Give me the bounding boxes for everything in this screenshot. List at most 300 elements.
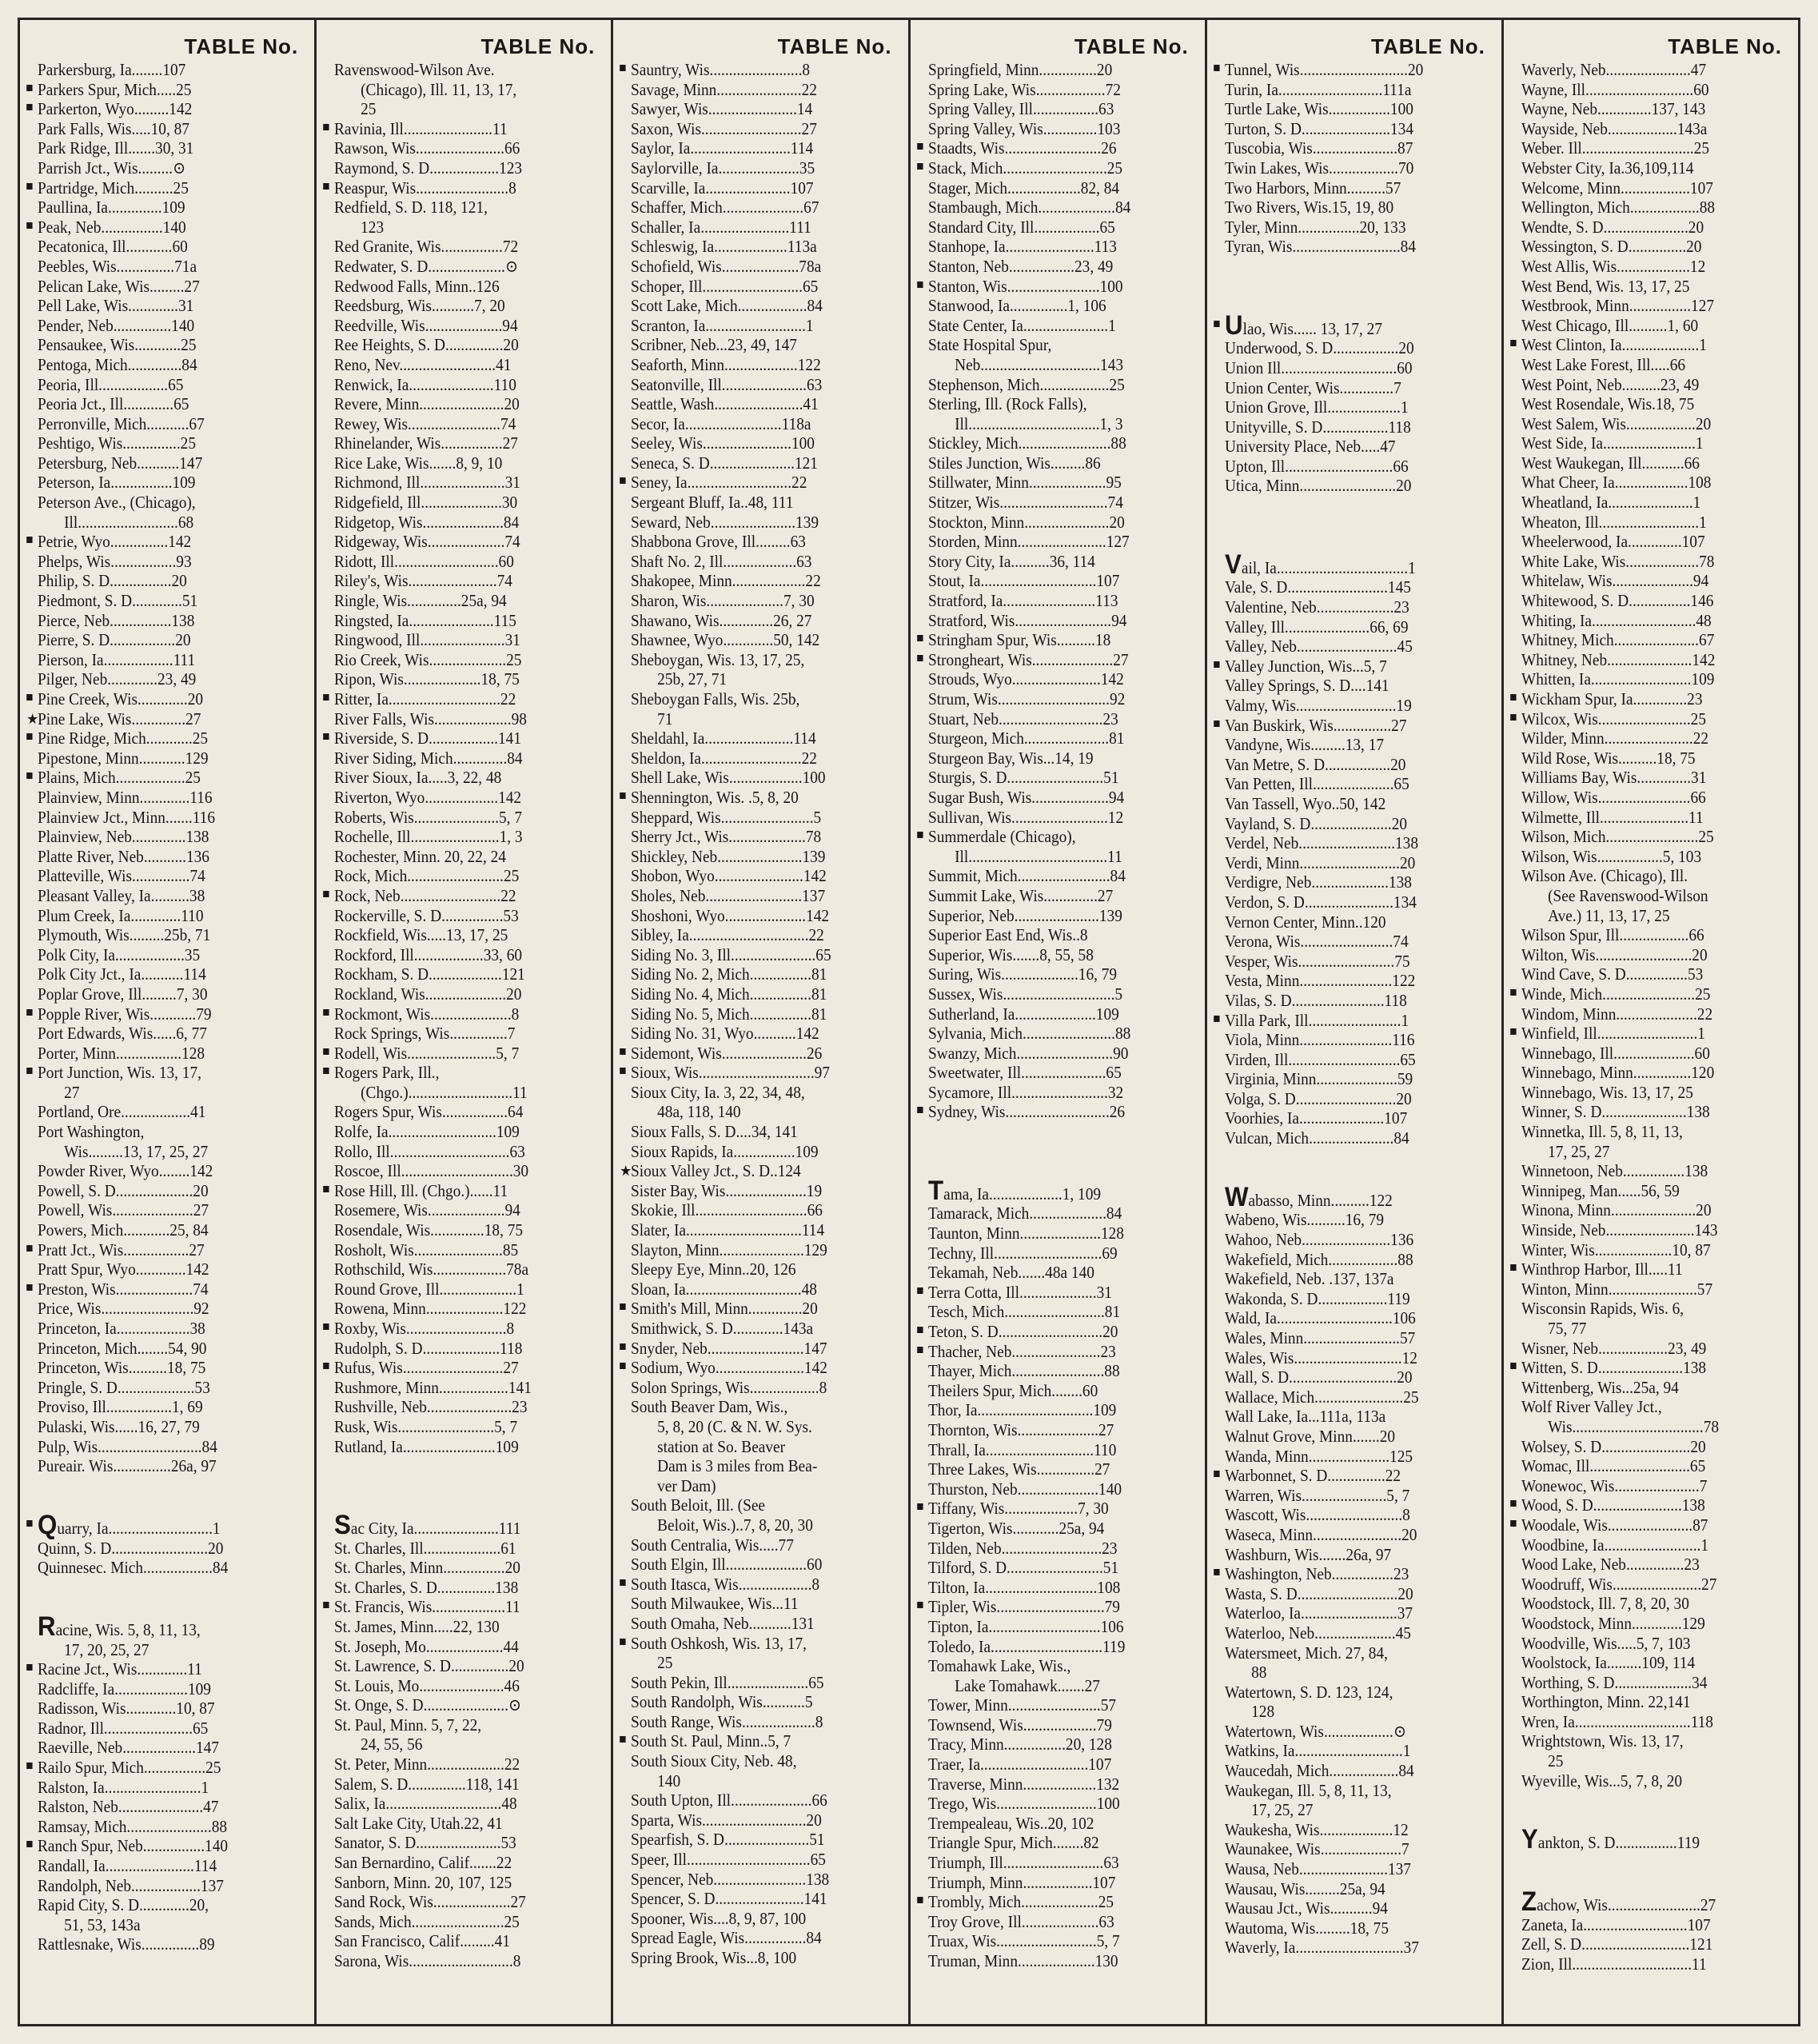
station-text: Stanton, Neb.................23, 49 [927,256,1113,276]
station-text: South Beaver Dam, Wis., [631,1397,788,1417]
station-text: St. Paul, Minn. 5, 7, 22, [334,1715,482,1735]
station-entry [38,964,301,984]
station-entry [928,1775,1192,1794]
station-text: Scott Lake, Mich..................84 [631,296,823,316]
station-entry [1521,198,1785,218]
station-entry [334,119,598,139]
station-text: Vandyne, Wis.........13, 17 [1224,735,1384,755]
square-marker-icon [917,143,923,150]
station-entry [631,1673,895,1693]
station-text: Riverton, Wyo...................142 [334,787,522,807]
station-text: Waucedah, Mich..................84 [1224,1761,1414,1781]
station-text: Pierre, S. D.................20 [38,630,191,650]
station-text: Plainview, Minn.............116 [38,787,213,807]
station-text: (See Ravenswood-Wilson [1547,885,1708,905]
station-text: Zaneta, Ia...........................107 [1521,1914,1711,1934]
station-entry [1225,1289,1489,1309]
station-entry [1225,1525,1489,1545]
station-entry [1521,513,1785,533]
station-entry [1521,1024,1785,1044]
station-entry [334,808,598,828]
section-gap [1521,1810,1785,1830]
station-text: Union Center, Wis..............7 [1224,377,1401,397]
station-text: Winner, S. D......................138 [1521,1102,1710,1122]
station-text: Tunnel, Wis............................20 [1224,60,1423,79]
station-text: Raymond, S. D..................123 [334,158,523,178]
station-entry [1225,1879,1489,1899]
station-text: Wabeno, Wis..........16, 79 [1224,1210,1384,1230]
station-entry [334,296,598,316]
station-entry [631,591,895,611]
station-text: Wausau Jct., Wis...........94 [1224,1898,1388,1918]
station-text: Union Grove, Ill...................1 [1224,397,1409,417]
station-entry [38,1738,301,1758]
station-text: Wilson, Wis.................5, 103 [1521,846,1701,866]
station-entry-continuation [631,1102,921,1122]
station-entry [1521,591,1785,611]
station-entry [334,1539,598,1559]
station-entry [928,1558,1192,1578]
station-entry [1521,650,1785,670]
station-text: Rockfield, Wis.....13, 17, 25 [334,925,508,945]
station-entry [631,414,895,434]
station-text: Pureair. Wis...............26a, 97 [38,1456,217,1476]
station-entry [38,945,301,965]
station-entry [334,1339,598,1359]
square-marker-icon [323,183,329,190]
station-entry [1224,309,1489,341]
station-text: Strum, Wis.............................92 [927,689,1125,709]
station-entry [631,1731,895,1751]
station-entry [334,257,598,277]
station-entry [1521,99,1785,119]
station-entry [334,277,598,297]
station-entry [1521,1378,1785,1398]
station-text: Watertown, S. D. 123, 124, [1224,1682,1393,1702]
station-entry [334,788,598,808]
station-text: Winter, Wis....................10, 87 [1521,1240,1711,1260]
station-entry-continuation [928,355,1218,375]
station-text: San Francisco, Calif.........41 [334,1931,511,1951]
station-entry [928,1044,1192,1064]
station-text: Pleasant Valley, Ia..........38 [38,885,205,905]
station-text: Trombly, Mich....................25 [927,1892,1114,1912]
station-entry [1521,335,1785,355]
station-text: Powell, Wis.....................27 [38,1200,209,1220]
station-text: Park Falls, Wis.....10, 87 [38,118,189,138]
station-text: Platte River, Neb...........136 [38,846,209,866]
station-entry [928,433,1192,453]
station-entry [1521,1771,1785,1791]
station-entry [334,1931,598,1951]
station-text: Vilas, S. D........................118 [1224,990,1407,1010]
station-entry [631,650,895,670]
station-entry-continuation [928,847,1218,867]
station-entry [334,827,598,847]
station-entry [928,1912,1192,1932]
station-entry [334,1220,598,1240]
station-text: Ringle, Wis..............25a, 94 [334,591,507,611]
station-text: Wales, Minn.........................57 [1224,1328,1416,1347]
station-entry [26,709,301,729]
station-text: Pecatonica, Ill............60 [38,237,188,257]
station-list [334,60,598,1971]
station-entry [631,296,895,316]
station-entry [631,729,895,749]
station-text: Whitelaw, Wis.....................94 [1521,571,1709,591]
station-text: St. Lawrence, S. D...............20 [334,1656,524,1676]
station-text: Spencer, S. D.......................141 [631,1889,827,1909]
station-list [1521,60,1785,1974]
station-entry [1224,549,1489,580]
station-text: Sanborn, Minn. 20, 107, 125 [334,1872,512,1892]
square-marker-icon [917,281,923,288]
station-entry [334,669,598,689]
station-entry [38,158,301,178]
station-text: Vayland, S. D.....................20 [1224,813,1407,833]
station-text: Traverse, Minn...................132 [927,1774,1119,1794]
station-text: Sturgeon, Mich......................81 [927,729,1124,749]
station-text: Sloan, Ia..............................48 [631,1279,818,1299]
square-marker-icon [323,1323,329,1330]
station-entry-continuation [1521,1142,1812,1162]
station-text: South Oshkosh, Wis. 13, 17, [631,1633,807,1653]
station-list [928,60,1192,1971]
station-text: Stringham Spur, Wis..........18 [927,630,1110,650]
station-entry [334,1656,598,1676]
station-entry [1225,218,1489,238]
square-marker-icon [1510,1028,1516,1035]
station-text: 128 [1250,1702,1274,1722]
station-entry [928,1004,1192,1024]
section-initial-letter: V [1224,549,1242,580]
square-marker-icon [26,694,32,701]
station-entry [334,1578,598,1598]
station-text: Truman, Minn....................130 [927,1951,1118,1970]
station-entry [1225,872,1489,892]
station-text: Rochester, Minn. 20, 22, 24 [334,846,507,866]
station-entry [1521,1279,1785,1299]
station-text: uarry, Ia...........................1 [57,1518,221,1538]
station-entry [928,1420,1192,1440]
station-entry [1225,991,1489,1011]
station-text: Pell Lake, Wis.............31 [38,296,194,316]
station-text: Superior East End, Wis..8 [927,925,1088,945]
station-entry [927,1175,1192,1206]
station-text: Peterson, Ia................109 [38,473,196,493]
station-entry [334,984,598,1004]
station-entry [1521,1824,1785,1855]
square-marker-icon [26,1841,32,1847]
station-entry [38,984,301,1004]
station-entry [1521,414,1785,434]
station-text: Woodstock, Ill. 7, 8, 20, 30 [1521,1594,1689,1614]
station-text: Rochelle, Ill.......................1, 3 [334,827,523,847]
table-number-header: TABLE No. [1074,34,1189,58]
station-entry [38,1797,301,1817]
station-text: Union Ill..............................60 [1224,357,1413,377]
station-entry [1225,1859,1489,1879]
station-text: Petersburg, Neb...........147 [38,453,203,473]
station-entry [38,198,301,218]
section-gap [1225,277,1489,297]
section-gap [38,1597,301,1617]
station-entry [334,1358,598,1378]
station-text: Siding No. 4, Mich................81 [631,984,827,1004]
station-text: Revere, Minn......................20 [334,394,520,414]
station-text: Ill....................................11 [954,846,1122,866]
station-entry [334,532,598,552]
station-entry [1225,1781,1489,1801]
square-marker-icon [620,1068,626,1074]
table-number-header: TABLE No. [480,34,596,58]
station-entry [1521,1673,1785,1693]
station-text: White Lake, Wis...................78 [1521,551,1715,571]
station-entry [631,1397,895,1417]
station-text: Winona, Minn......................20 [1521,1200,1712,1220]
station-entry [1521,552,1785,572]
station-text: Unityville, S. D.................118 [1224,417,1411,437]
station-text: Redfield, S. D. 118, 121, [334,198,488,218]
station-entry [631,1850,895,1870]
station-text: Beloit, Wis.)..7, 8, 20, 30 [657,1515,814,1535]
station-text: Tekamah, Neb.......48a 140 [927,1263,1094,1283]
station-entry [334,1044,598,1064]
station-entry-continuation [38,1142,328,1162]
station-entry [1521,493,1785,513]
station-entry [928,80,1192,100]
station-entry [38,1044,301,1064]
station-entry [1225,1328,1489,1348]
station-entry [928,1814,1192,1834]
station-entry [631,1200,895,1220]
station-entry [1521,1934,1785,1954]
station-entry [928,1794,1192,1814]
station-entry [631,513,895,533]
station-entry [334,571,598,591]
station-entry-continuation [38,513,328,533]
station-text: Woodbine, Ia.........................1 [1521,1535,1708,1555]
station-text: Spooner, Wis....8, 9, 87, 100 [631,1908,807,1928]
station-entry [631,178,895,198]
station-entry [631,1712,895,1732]
station-text: Sharon, Wis....................7, 30 [631,591,815,611]
station-text: Parkersburg, Ia........107 [38,60,186,79]
station-entry [1225,912,1489,932]
station-text: Waukesha, Wis...................12 [1224,1819,1409,1839]
station-entry-continuation [1225,1702,1515,1722]
station-entry [38,1397,301,1417]
station-text: Peterson Ave., (Chicago), [38,493,196,513]
station-text: Winnetka, Ill. 5, 8, 11, 13, [1521,1122,1683,1142]
station-entry [38,552,301,572]
station-text: Peoria Jct., Ill.............65 [38,394,189,414]
star-marker-icon: ★ [620,1163,632,1180]
station-entry-continuation [631,1771,921,1791]
station-entry [1521,630,1785,650]
station-text: 17, 25, 27 [1250,1800,1314,1820]
station-text: Webster City, Ia.36,109,114 [1521,158,1694,178]
station-text: Pierson, Ia..................111 [38,649,196,669]
station-text: Princeton, Wis..........18, 75 [38,1358,206,1378]
station-text: Tracy, Minn................20, 128 [927,1735,1112,1755]
station-text: 5, 8, 20 (C. & N. W. Sys. [657,1416,813,1436]
station-entry [928,1695,1192,1715]
station-text: Wessington, S. D...............20 [1521,237,1702,257]
square-marker-icon [26,1245,32,1252]
station-text: Wilson, Mich........................25 [1521,827,1714,847]
station-entry [1225,1308,1489,1328]
station-text: Washington, Neb................23 [1224,1564,1409,1584]
station-entry [631,1928,895,1948]
station-entry [631,80,895,100]
station-text: Petrie, Wyo...............142 [38,532,192,552]
square-marker-icon [1214,721,1219,727]
station-text: Racine Jct., Wis.............11 [38,1659,202,1679]
station-text: Wayside, Neb..................143a [1521,118,1708,138]
station-text: River Falls, Wis....................98 [334,709,528,729]
station-entry [631,99,895,119]
square-marker-icon [917,1107,923,1113]
station-text: Valentine, Neb....................23 [1224,597,1409,617]
station-text: 25 [657,1653,673,1673]
station-entry [38,1758,301,1778]
station-entry [631,335,895,355]
station-text: Woodstock, Minn.............129 [1521,1613,1705,1633]
station-text: Welcome, Minn..................107 [1521,178,1713,198]
station-entry [38,532,301,552]
station-text: Savage, Minn......................22 [631,79,818,99]
station-entry [38,1279,301,1299]
section-gap [1521,1873,1785,1893]
station-text: Wilmette, Ill.......................11 [1521,807,1704,827]
station-text: Verdel, Neb.........................138 [1224,833,1418,853]
station-entry [928,1263,1192,1283]
station-entry [334,945,598,965]
station-entry [38,1024,301,1044]
station-entry [631,1083,895,1103]
station-entry [631,355,895,375]
station-text: Sands, Mich........................25 [334,1911,520,1931]
station-text: Radisson, Wis.............10, 87 [38,1699,215,1719]
station-entry [1225,1050,1489,1070]
station-entry [38,1611,301,1642]
station-text: Wakefield, Neb. .137, 137a [1224,1269,1394,1289]
station-text: Port Washington, [38,1122,145,1142]
station-entry [38,1876,301,1896]
station-text: Ridott, Ill...........................60 [334,551,515,571]
station-entry [928,1283,1192,1303]
station-entry [1521,1456,1785,1476]
station-entry [1521,80,1785,100]
square-marker-icon [26,85,32,91]
station-text: Stack, Mich...........................25 [927,158,1122,178]
square-marker-icon [620,1639,626,1645]
station-text: Rogers Park, Ill., [334,1063,440,1083]
station-text: Tipton, Ia.............................106 [927,1616,1124,1636]
station-text: Stambaugh, Mich....................84 [927,198,1130,218]
station-text: West Allis, Wis...................12 [1521,256,1706,276]
station-text: Teton, S. D...........................20 [927,1322,1118,1341]
station-text: Villa Park, Ill........................1 [1224,1010,1409,1030]
station-entry [928,1597,1192,1617]
station-text: South St. Paul, Minn..5, 7 [631,1731,791,1751]
station-text: Seeley, Wis.......................100 [631,433,815,453]
station-text: Truax, Wis..........................5, 7 [927,1931,1120,1951]
station-entry [1224,1181,1489,1212]
station-entry [631,532,895,552]
station-entry-continuation [38,1640,328,1660]
station-entry [928,591,1192,611]
station-text: Wanda, Minn.....................125 [1224,1446,1413,1466]
station-entry [631,257,895,277]
station-entry [928,1024,1192,1044]
station-entry [1225,1210,1489,1230]
station-entry [38,906,301,926]
station-entry [631,1181,895,1201]
station-text: Ralston, Ia.........................1 [38,1777,209,1797]
station-entry [928,650,1192,670]
station-text: Redwater, S. D....................⊙ [334,256,519,276]
station-text: Watersmeet, Mich. 27, 84, [1224,1643,1388,1663]
station-entry-continuation [631,669,921,689]
station-text: South Elgin, Ill.....................60 [631,1555,823,1575]
station-text: Sodium, Wyo.......................142 [631,1358,828,1378]
station-entry [1521,1260,1785,1279]
station-text: Tyran, Wis............................84 [1224,237,1416,257]
station-entry [631,611,895,631]
station-entry [1225,119,1489,139]
station-text: Triangle Spur, Mich........82 [927,1833,1099,1853]
station-entry [334,414,598,434]
station-entry [1521,158,1785,178]
station-entry [38,1339,301,1359]
station-text: West Chicago, Ill..........1, 60 [1521,315,1699,335]
station-text: Salem, S. D...............118, 141 [334,1774,520,1794]
station-entry [1521,1692,1785,1712]
station-entry [1521,1240,1785,1260]
station-text: Snyder, Neb.........................147 [631,1338,827,1358]
station-text: Superior, Neb......................139 [927,905,1122,925]
station-text: Standard City, Ill.................65 [927,217,1115,237]
square-marker-icon [620,477,626,484]
station-entry [1521,1555,1785,1575]
station-text: Sister Bay, Wis.....................19 [631,1180,823,1200]
station-entry [928,257,1192,277]
station-text: Terra Cotta, Ill....................31 [927,1282,1112,1302]
station-entry [1225,1505,1489,1525]
station-text: Seney, Ia...........................22 [631,473,807,493]
station-text: Pensaukee, Wis............25 [38,335,197,355]
station-text: Swanzy, Mich.........................90 [927,1043,1128,1063]
station-text: Tower, Minn........................57 [927,1695,1116,1715]
station-text: Wausa, Neb.......................137 [1224,1859,1411,1879]
station-entry [928,453,1192,473]
station-entry [38,1934,301,1954]
section-initial-letter: T [927,1175,943,1206]
station-entry [928,1479,1192,1499]
station-entry [1521,709,1785,729]
station-entry [928,1617,1192,1637]
station-text: Sauntry, Wis........................8 [631,60,811,79]
station-entry [928,237,1192,257]
station-entry [1521,1712,1785,1732]
station-text: Sylvania, Mich........................88 [927,1024,1130,1044]
station-text: Peebles, Wis...............71a [38,256,197,276]
station-text: Sturgis, S. D.........................51 [927,768,1119,788]
station-entry [1521,984,1785,1004]
station-entry [631,1063,895,1083]
